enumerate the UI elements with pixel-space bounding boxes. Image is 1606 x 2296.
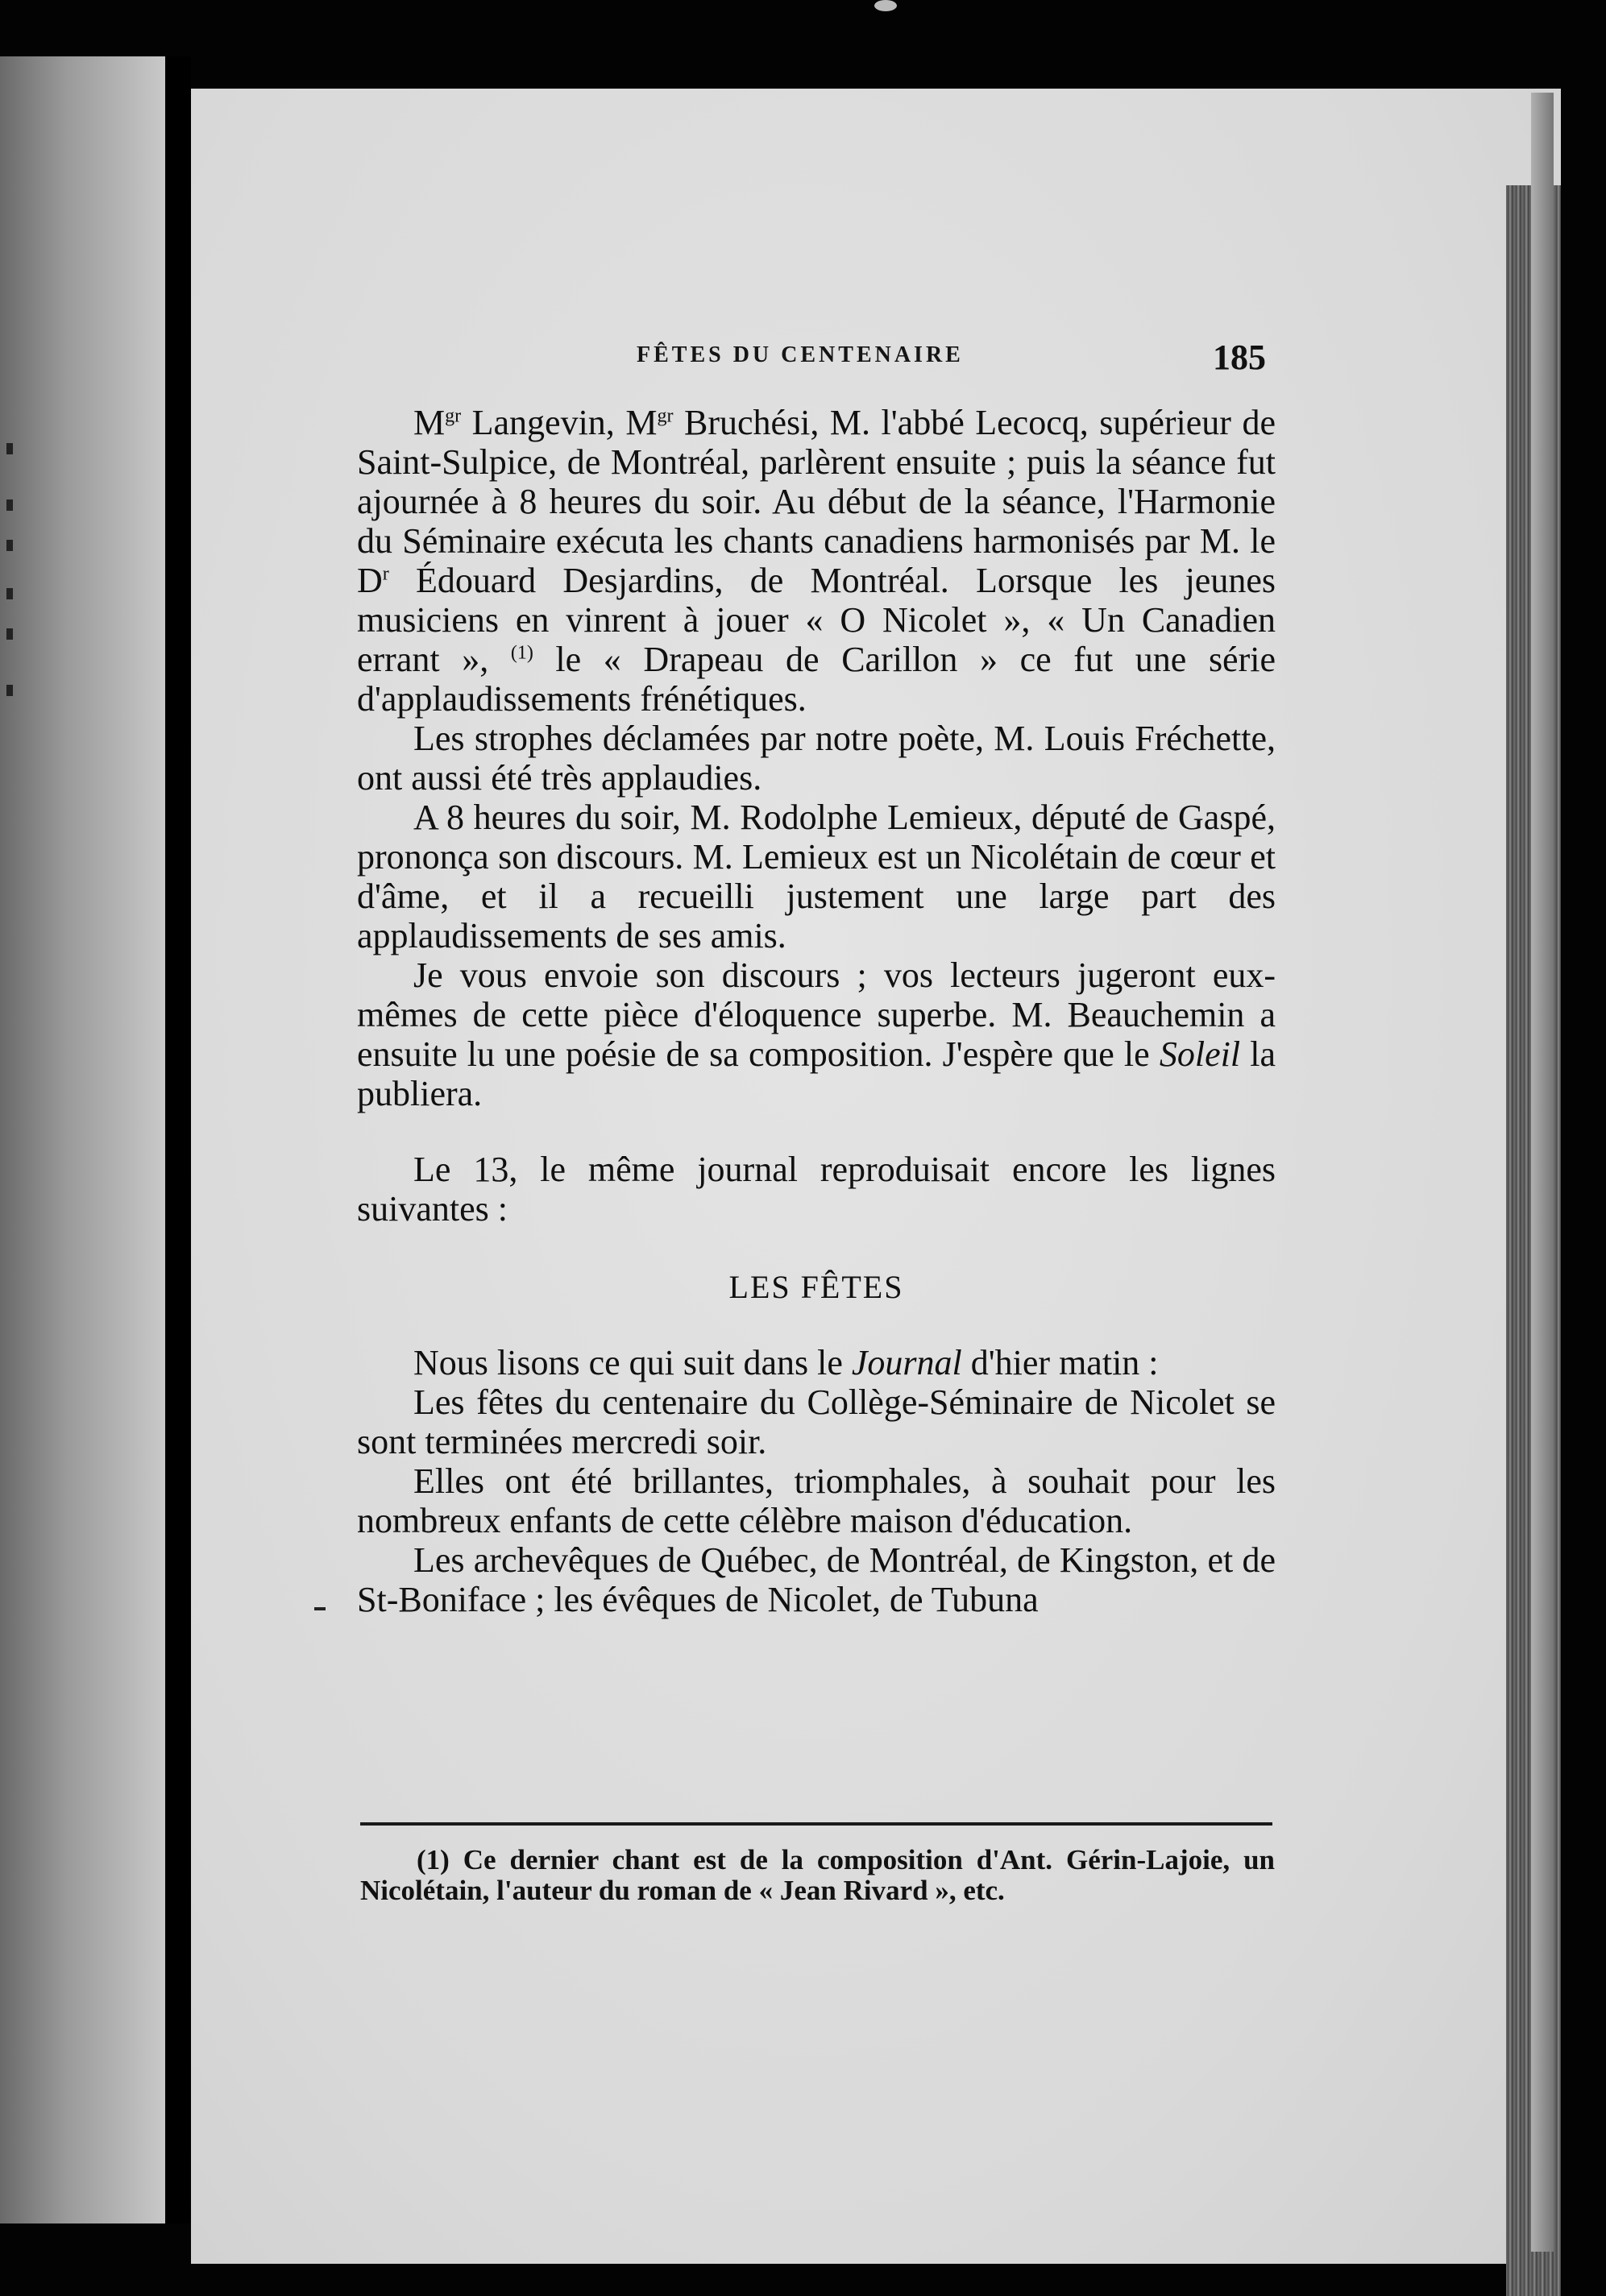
text-run: Langevin, M xyxy=(461,403,658,442)
footnote-text: Ce dernier chant est de la composition d'Ant. Gérin-Lajoie, un Nicolétain, l'auteur du roman de « Jean Rivard », etc. xyxy=(360,1844,1275,1906)
footnote-reference: (1) xyxy=(510,642,533,664)
page-shadow xyxy=(1531,93,1554,2252)
superscript: gr xyxy=(657,405,674,427)
section-heading: LES FÊTES xyxy=(728,1269,904,1305)
superscript: gr xyxy=(445,405,462,427)
facing-page-edge xyxy=(0,56,165,2223)
facing-page-text-fragments xyxy=(0,443,24,781)
text-run: le « Drapeau de Carillon » ce fut une série d'applaudissements frénétiques. xyxy=(357,640,1276,719)
scan-speck xyxy=(874,0,897,11)
text-run: la publiera. xyxy=(357,1034,1276,1113)
paragraph: A 8 heures du soir, M. Rodolphe Lemieux, député de Gaspé, prononça son discours. M. Lemieux est un Nicolétain de cœur et d'âme, et il a recueilli justement une large part des applaudissements de ses amis. xyxy=(357,798,1276,955)
running-head: FÊTES DU CENTENAIRE xyxy=(637,342,964,367)
footnote-marker: (1) xyxy=(417,1844,450,1875)
superscript: r xyxy=(382,563,389,585)
footnote xyxy=(360,1845,1275,1906)
paragraph: Les strophes déclamées par notre poète, M. Louis Fréchette, ont aussi été très applaudies. xyxy=(357,719,1276,798)
text-run: Nous lisons ce qui suit dans le xyxy=(413,1343,852,1382)
footnote-rule xyxy=(360,1822,1272,1826)
paragraph xyxy=(357,403,1276,719)
paragraph xyxy=(357,1343,1276,1382)
paragraph: Les fêtes du centenaire du Collège-Séminaire de Nicolet se sont terminées mercredi soir. xyxy=(357,1382,1276,1461)
italic-title: Soleil xyxy=(1159,1034,1241,1074)
paragraph xyxy=(357,955,1276,1113)
page-number: 185 xyxy=(1213,338,1266,377)
text-run: Je vous envoie son discours ; vos lecteurs jugeront eux-mêmes de cette pièce d'éloquence superbe. M. Beauchemin a ensuite lu une poésie de sa composition. J'espère que le xyxy=(357,955,1276,1074)
book-gutter xyxy=(165,56,191,2223)
text-run: Bruchési, M. l'abbé Lecocq, supérieur de Saint-Sulpice, de Montréal, parlèrent ensuite ; puis la séance fut ajournée à 8 heures du soir. Au début de la séance, l'Harmonie du Séminaire exécuta les chants canadiens harmonisés par M. le D xyxy=(357,403,1276,600)
paragraph: Le 13, le même journal reproduisait encore les lignes suivantes : xyxy=(357,1150,1276,1229)
text-run: M xyxy=(413,403,446,442)
paragraph: Les archevêques de Québec, de Montréal, de Kingston, et de St-Boniface ; les évêques de Nicolet, de Tubuna xyxy=(357,1540,1276,1619)
text-run: d'hier matin : xyxy=(961,1343,1159,1382)
text-run: Édouard Desjardins, de Montréal. Lorsque les jeunes musiciens en vinrent à jouer « O Nicolet », « Un Canadien errant », xyxy=(357,561,1276,679)
margin-mark xyxy=(314,1607,326,1610)
body-text xyxy=(357,403,1276,1619)
italic-title: Journal xyxy=(851,1343,962,1382)
paragraph: Elles ont été brillantes, triomphales, à souhait pour les nombreux enfants de cette célèbre maison d'éducation. xyxy=(357,1461,1276,1540)
